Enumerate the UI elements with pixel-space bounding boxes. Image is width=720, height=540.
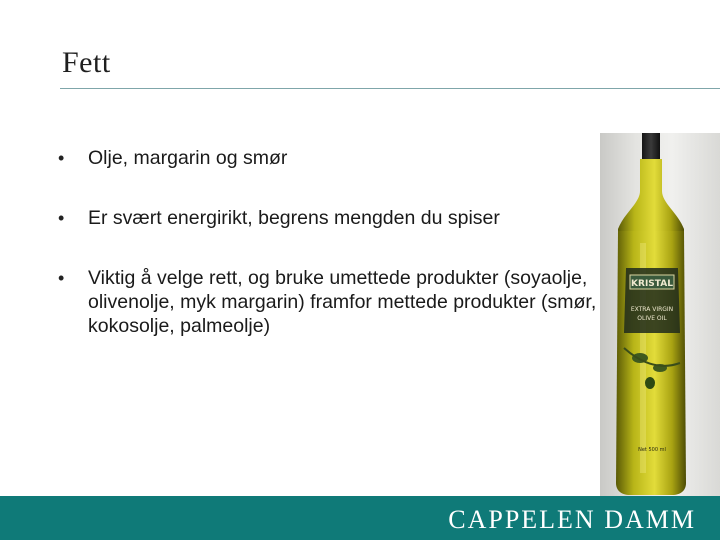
label-line1-text: EXTRA VIRGIN [630, 306, 674, 313]
bullet-dot: • [58, 148, 65, 168]
bullet-text: Er svært energirikt, begrens mengden du spiser [88, 207, 500, 229]
bullet-item [58, 206, 603, 230]
slide-title: Fett [62, 46, 111, 79]
title-divider [60, 88, 720, 89]
bullet-text: Olje, margarin og smør [88, 147, 288, 169]
label-brand-text: KRISTAL [631, 279, 673, 289]
publisher-logo: CAPPELEN DAMM [448, 505, 696, 534]
bullet-dot: • [58, 268, 65, 288]
bullet-item [58, 266, 603, 338]
bullet-dot: • [58, 208, 65, 228]
olive-oil-bottle-photo [600, 133, 720, 496]
bullet-item [58, 146, 603, 170]
label-volume-text: Net 500 ml [638, 447, 666, 453]
label-line2-text: OLIVE OIL [637, 315, 667, 322]
bullet-text: Viktig å velge rett, og bruke umettede produkter (soyaolje, olivenolje, myk margarin) framfor mettede produkter (smør, kokosolje, palmeolje) [88, 267, 597, 337]
